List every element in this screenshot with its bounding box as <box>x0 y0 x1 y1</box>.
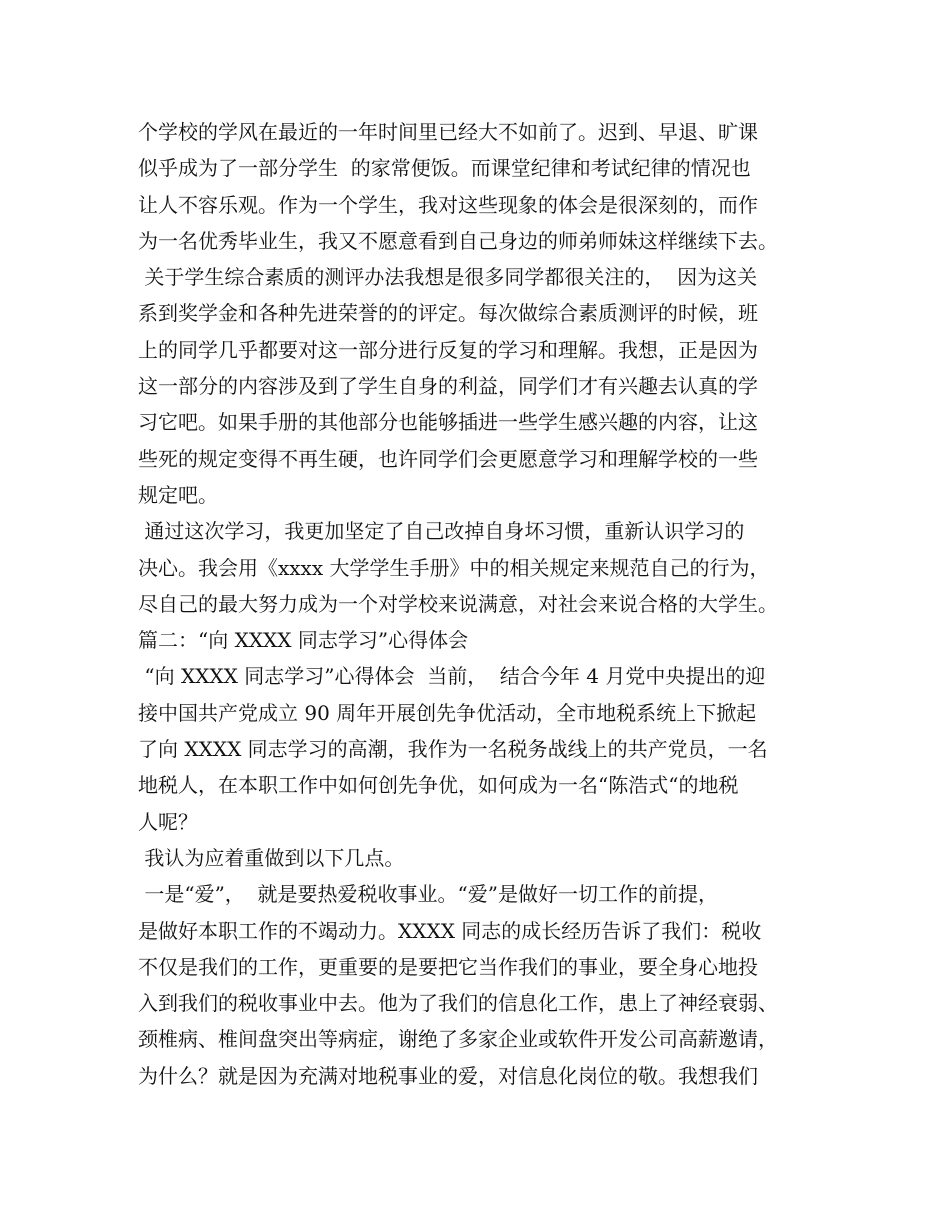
text-line: “向 XXXX 同志学习”心得体会 当前， 结合今年 4 月党中央提出的迎 <box>138 664 766 689</box>
text-line: 尽自己的最大努力成为一个对学校来说满意，对社会来说合格的大学生。 <box>138 591 778 616</box>
text-line: 为一名优秀毕业生，我又不愿意看到自己身边的师弟师妹这样继续下去。 <box>138 228 778 253</box>
text-line: 人呢？ <box>138 809 198 834</box>
text-line: 规定吧。 <box>138 482 218 507</box>
text-line: 上的同学几乎都要对这一部分进行反复的学习和理解。我想，正是因为 <box>138 337 758 362</box>
text-line: 接中国共产党成立 90 周年开展创先争优活动，全市地税系统上下掀起 <box>138 700 757 725</box>
text-line: 是做好本职工作的不竭动力。XXXX 同志的成长经历告诉了我们：税收 <box>138 918 762 943</box>
text-line: 地税人，在本职工作中如何创先争优，如何成为一名“陈浩式“的地税 <box>138 773 739 798</box>
document-body <box>138 114 838 1094</box>
text-line: 通过这次学习，我更加坚定了自己改掉自身坏习惯，重新认识学习的 <box>138 519 745 544</box>
text-line: 入到我们的税收事业中去。他为了我们的信息化工作，患上了神经衰弱、 <box>138 991 778 1016</box>
text-line: 个学校的学风在最近的一年时间里已经大不如前了。迟到、早退、旷课 <box>138 120 758 144</box>
section-heading: 篇二：“向 XXXX 同志学习”心得体会 <box>138 628 469 653</box>
text-line: 些死的规定变得不再生硬，也许同学们会更愿意学习和理解学校的一些 <box>138 446 758 471</box>
text-line: 这一部分的内容涉及到了学生自身的利益，同学们才有兴趣去认真的学 <box>138 374 758 399</box>
text-line: 一是“爱”， 就是要热爱税收事业。“爱”是做好一切工作的前提， <box>138 882 718 907</box>
text-line: 为什么？就是因为充满对地税事业的爱，对信息化岗位的敬。我想我们 <box>138 1063 758 1088</box>
text-line: 了向 XXXX 同志学习的高潮，我作为一名税务战线上的共产党员，一名 <box>138 737 768 762</box>
text-line: 习它吧。如果手册的其他部分也能够插进一些学生感兴趣的内容，让这 <box>138 410 758 435</box>
text-line: 系到奖学金和各种先进荣誉的的评定。每次做综合素质测评的时候，班 <box>138 301 758 326</box>
text-line: 颈椎病、椎间盘突出等病症，谢绝了多家企业或软件开发公司高薪邀请， <box>138 1027 778 1052</box>
text-line: 关于学生综合素质的测评办法我想是很多同学都很关注的， 因为这关 <box>138 265 758 290</box>
text-line: 决心。我会用《xxxx 大学学生手册》中的相关规定来规范自己的行为， <box>138 555 770 580</box>
text-line: 不仅是我们的工作，更重要的是要把它当作我们的事业，要全身心地投 <box>138 954 758 979</box>
text-line: 我认为应着重做到以下几点。 <box>138 845 405 870</box>
text-line: 似乎成为了一部分学生 的家常便饭。而课堂纪律和考试纪律的情况也 <box>138 156 751 181</box>
text-line: 让人不容乐观。作为一个学生，我对这些现象的体会是很深刻的，而作 <box>138 192 758 217</box>
